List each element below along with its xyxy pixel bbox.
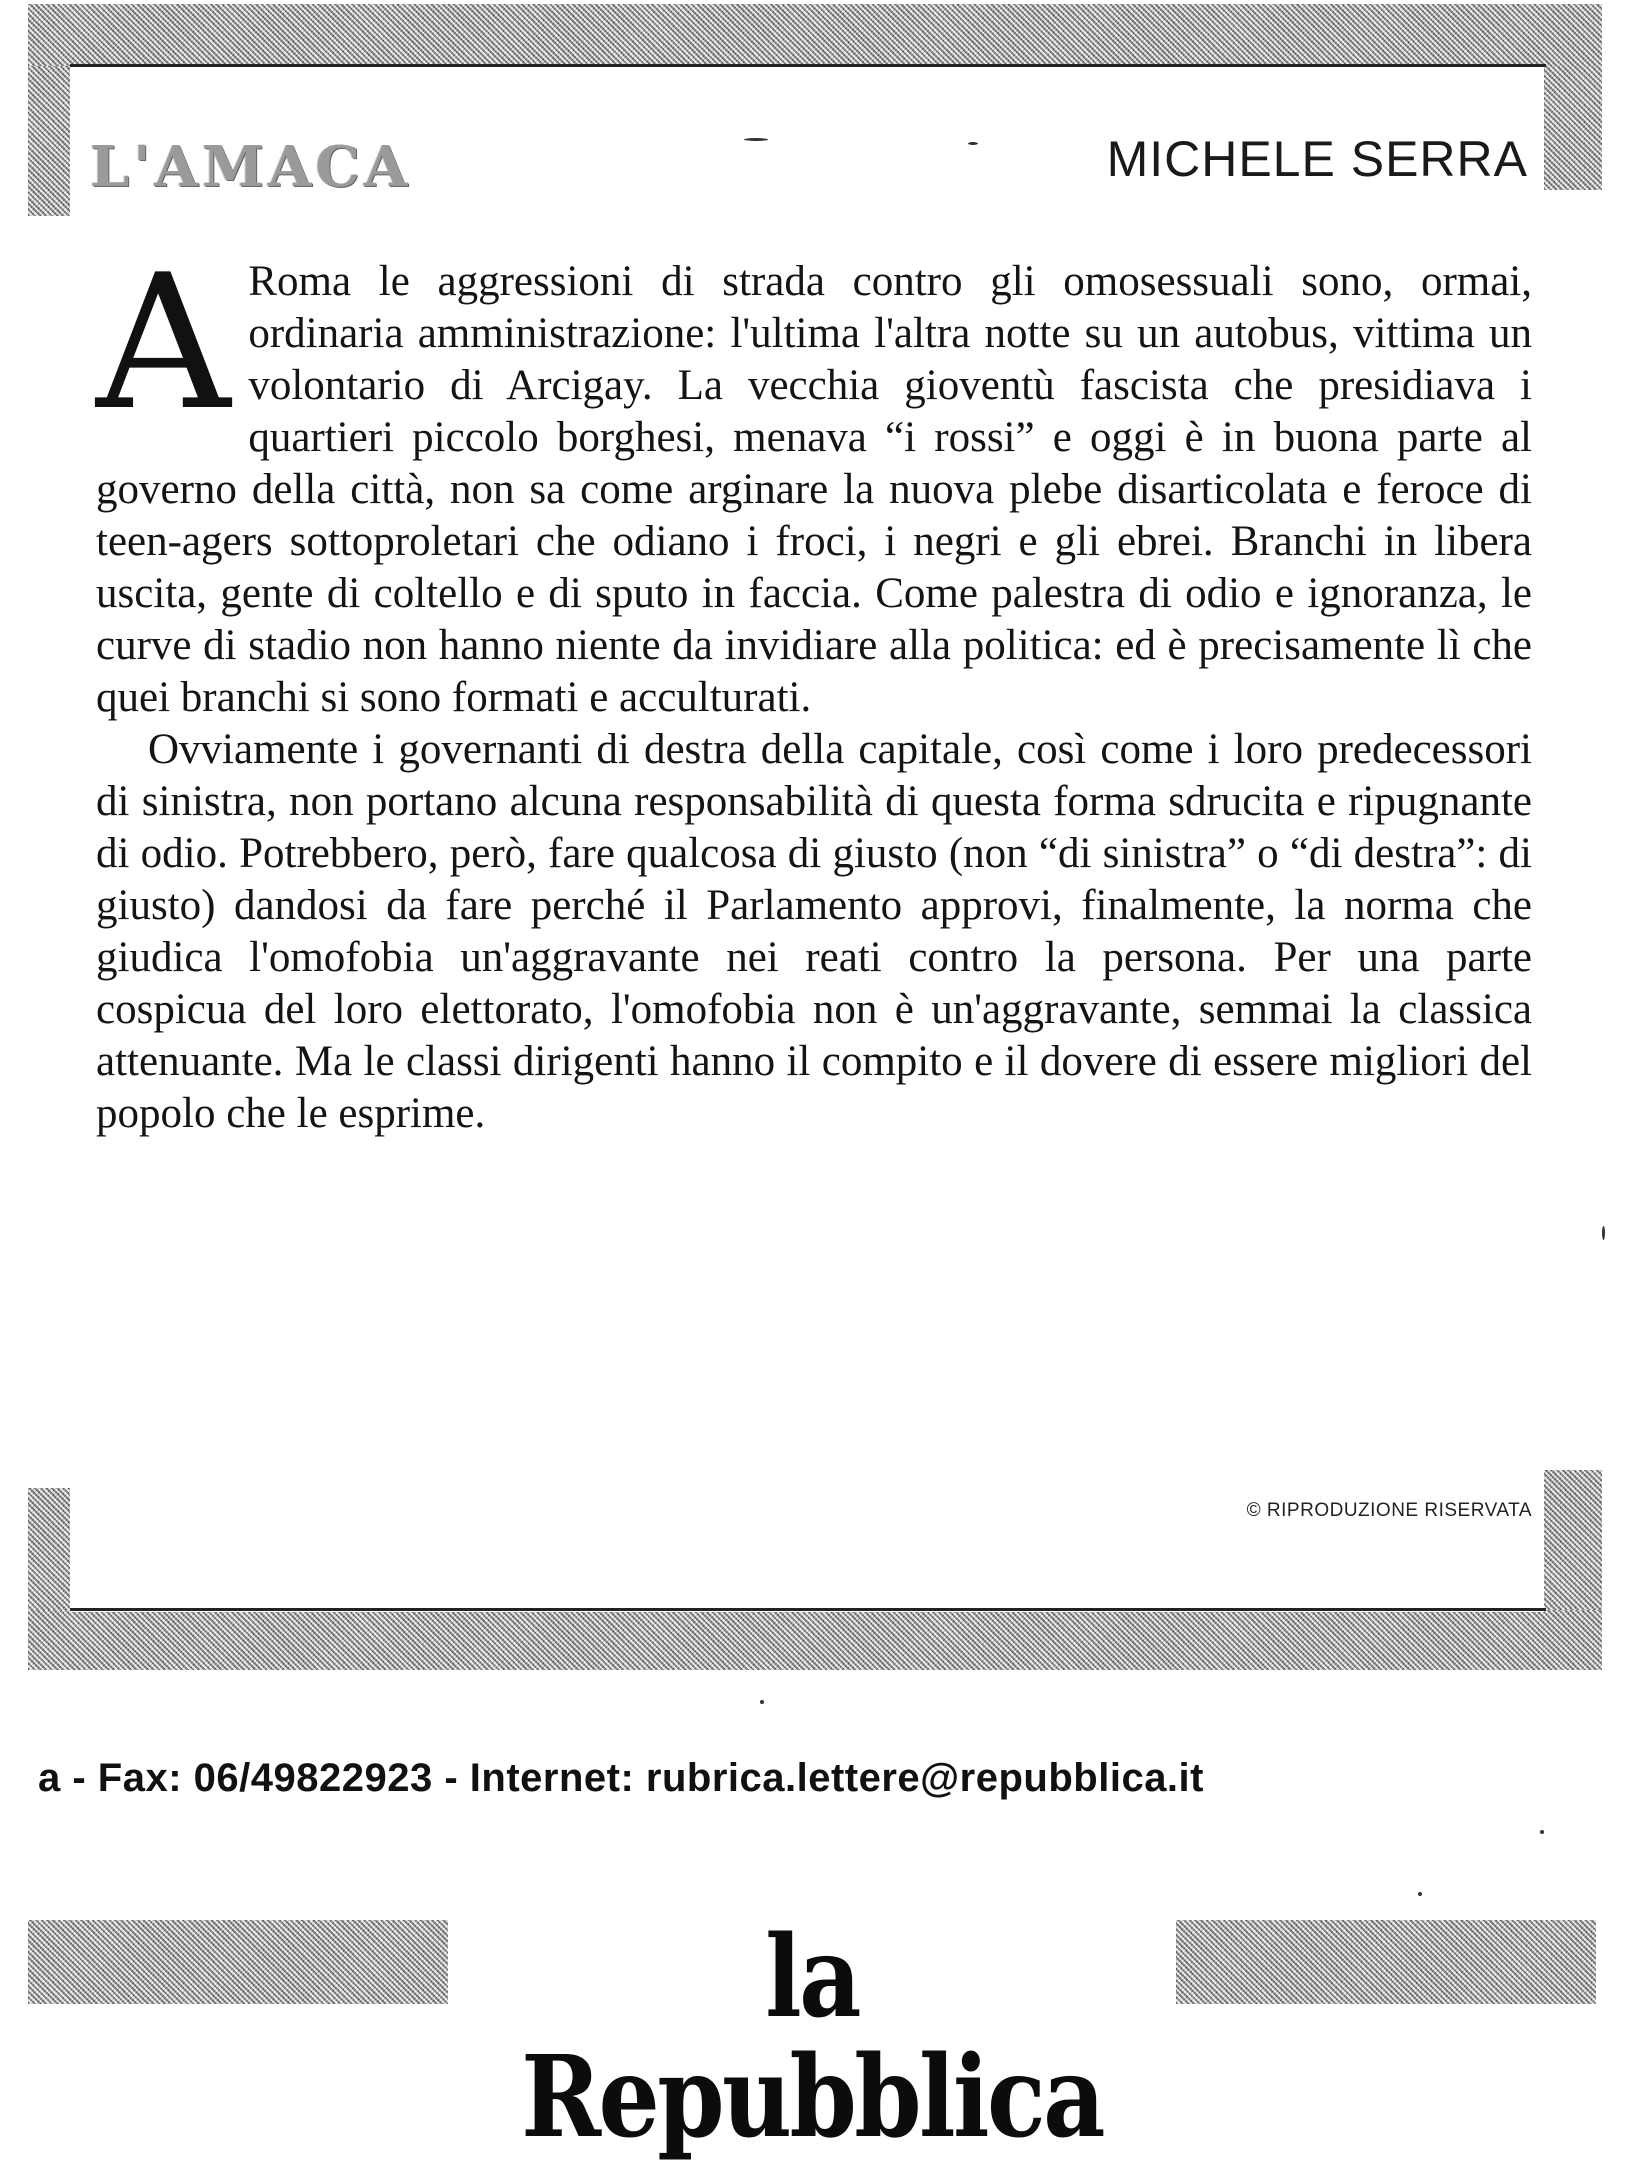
article-paragraph-2: Ovviamente i governanti di destra della capitale, così come i loro predecessori di sinistra, non portano alcuna responsabilità di questa forma sdrucita e ripugnante di odio. Potrebbero, però, fare qualcosa di giusto (non “di sinistra” o “di destra”: di giusto) dandosi da fare perché il Parlamento approvi, finalmente, la norma che giudica l'omofobia un'aggravante nei reati contro la persona. Per una parte cospicua del loro elettorato, l'omofobia non è un'aggravante, semmai la classica attenuante. Ma le classi dirigenti hanno il compito e il dovere di essere migliori del popolo che le esprime. <box>96 726 1532 1137</box>
contact-line: a - Fax: 06/49822923 - Internet: rubrica.lettere@repubblica.it <box>38 1756 1204 1800</box>
author-name: MICHELE SERRA <box>1106 131 1528 187</box>
newspaper-masthead: la Repubblica <box>521 1912 1103 2163</box>
frame-texture-top <box>28 4 1602 66</box>
article-paragraph-1-text: Roma le aggressioni di strada contro gli omosessuali sono, ormai, ordinaria amministrazione: l'ultima l'altra notte su un autobus, vittima un volontario di Arcigay. La vecchia gioventù fascista che presidiava i quartieri piccolo borghesi, menava “i rossi” e oggi è in buona parte al governo della città, non sa come arginare la nuova plebe disarticolata e feroce di teen-agers sottoproletari che odiano i froci, i negri e gli ebrei. Branchi in libera uscita, gente di coltello e di sputo in faccia. Come palestra di odio e ignoranza, le curve di stadio non hanno niente da invidiare alla politica: ed è precisamente lì che quei branchi si sono formati e acculturati. <box>96 258 1532 721</box>
frame-rule-bottom <box>70 1608 1546 1611</box>
masthead-texture-left <box>28 1920 448 2004</box>
scan-speck <box>1540 1830 1544 1834</box>
frame-texture-left-upper <box>28 66 70 216</box>
column-title: L'AMACA <box>90 134 412 200</box>
frame-texture-bottom <box>28 1610 1602 1670</box>
scan-speck <box>1602 1226 1605 1240</box>
scan-speck <box>968 142 978 145</box>
scan-speck <box>1418 1892 1422 1896</box>
drop-cap: A <box>96 234 231 451</box>
article-paragraph-1 <box>96 234 1532 724</box>
copyright-notice: © RIPRODUZIONE RISERVATA <box>1246 1500 1532 1521</box>
scan-speck <box>744 138 768 141</box>
masthead-texture-right <box>1176 1920 1596 2004</box>
frame-texture-right-upper <box>1544 66 1602 190</box>
scan-speck <box>760 1700 764 1704</box>
frame-rule-top <box>70 64 1546 67</box>
article-body <box>96 234 1532 1140</box>
